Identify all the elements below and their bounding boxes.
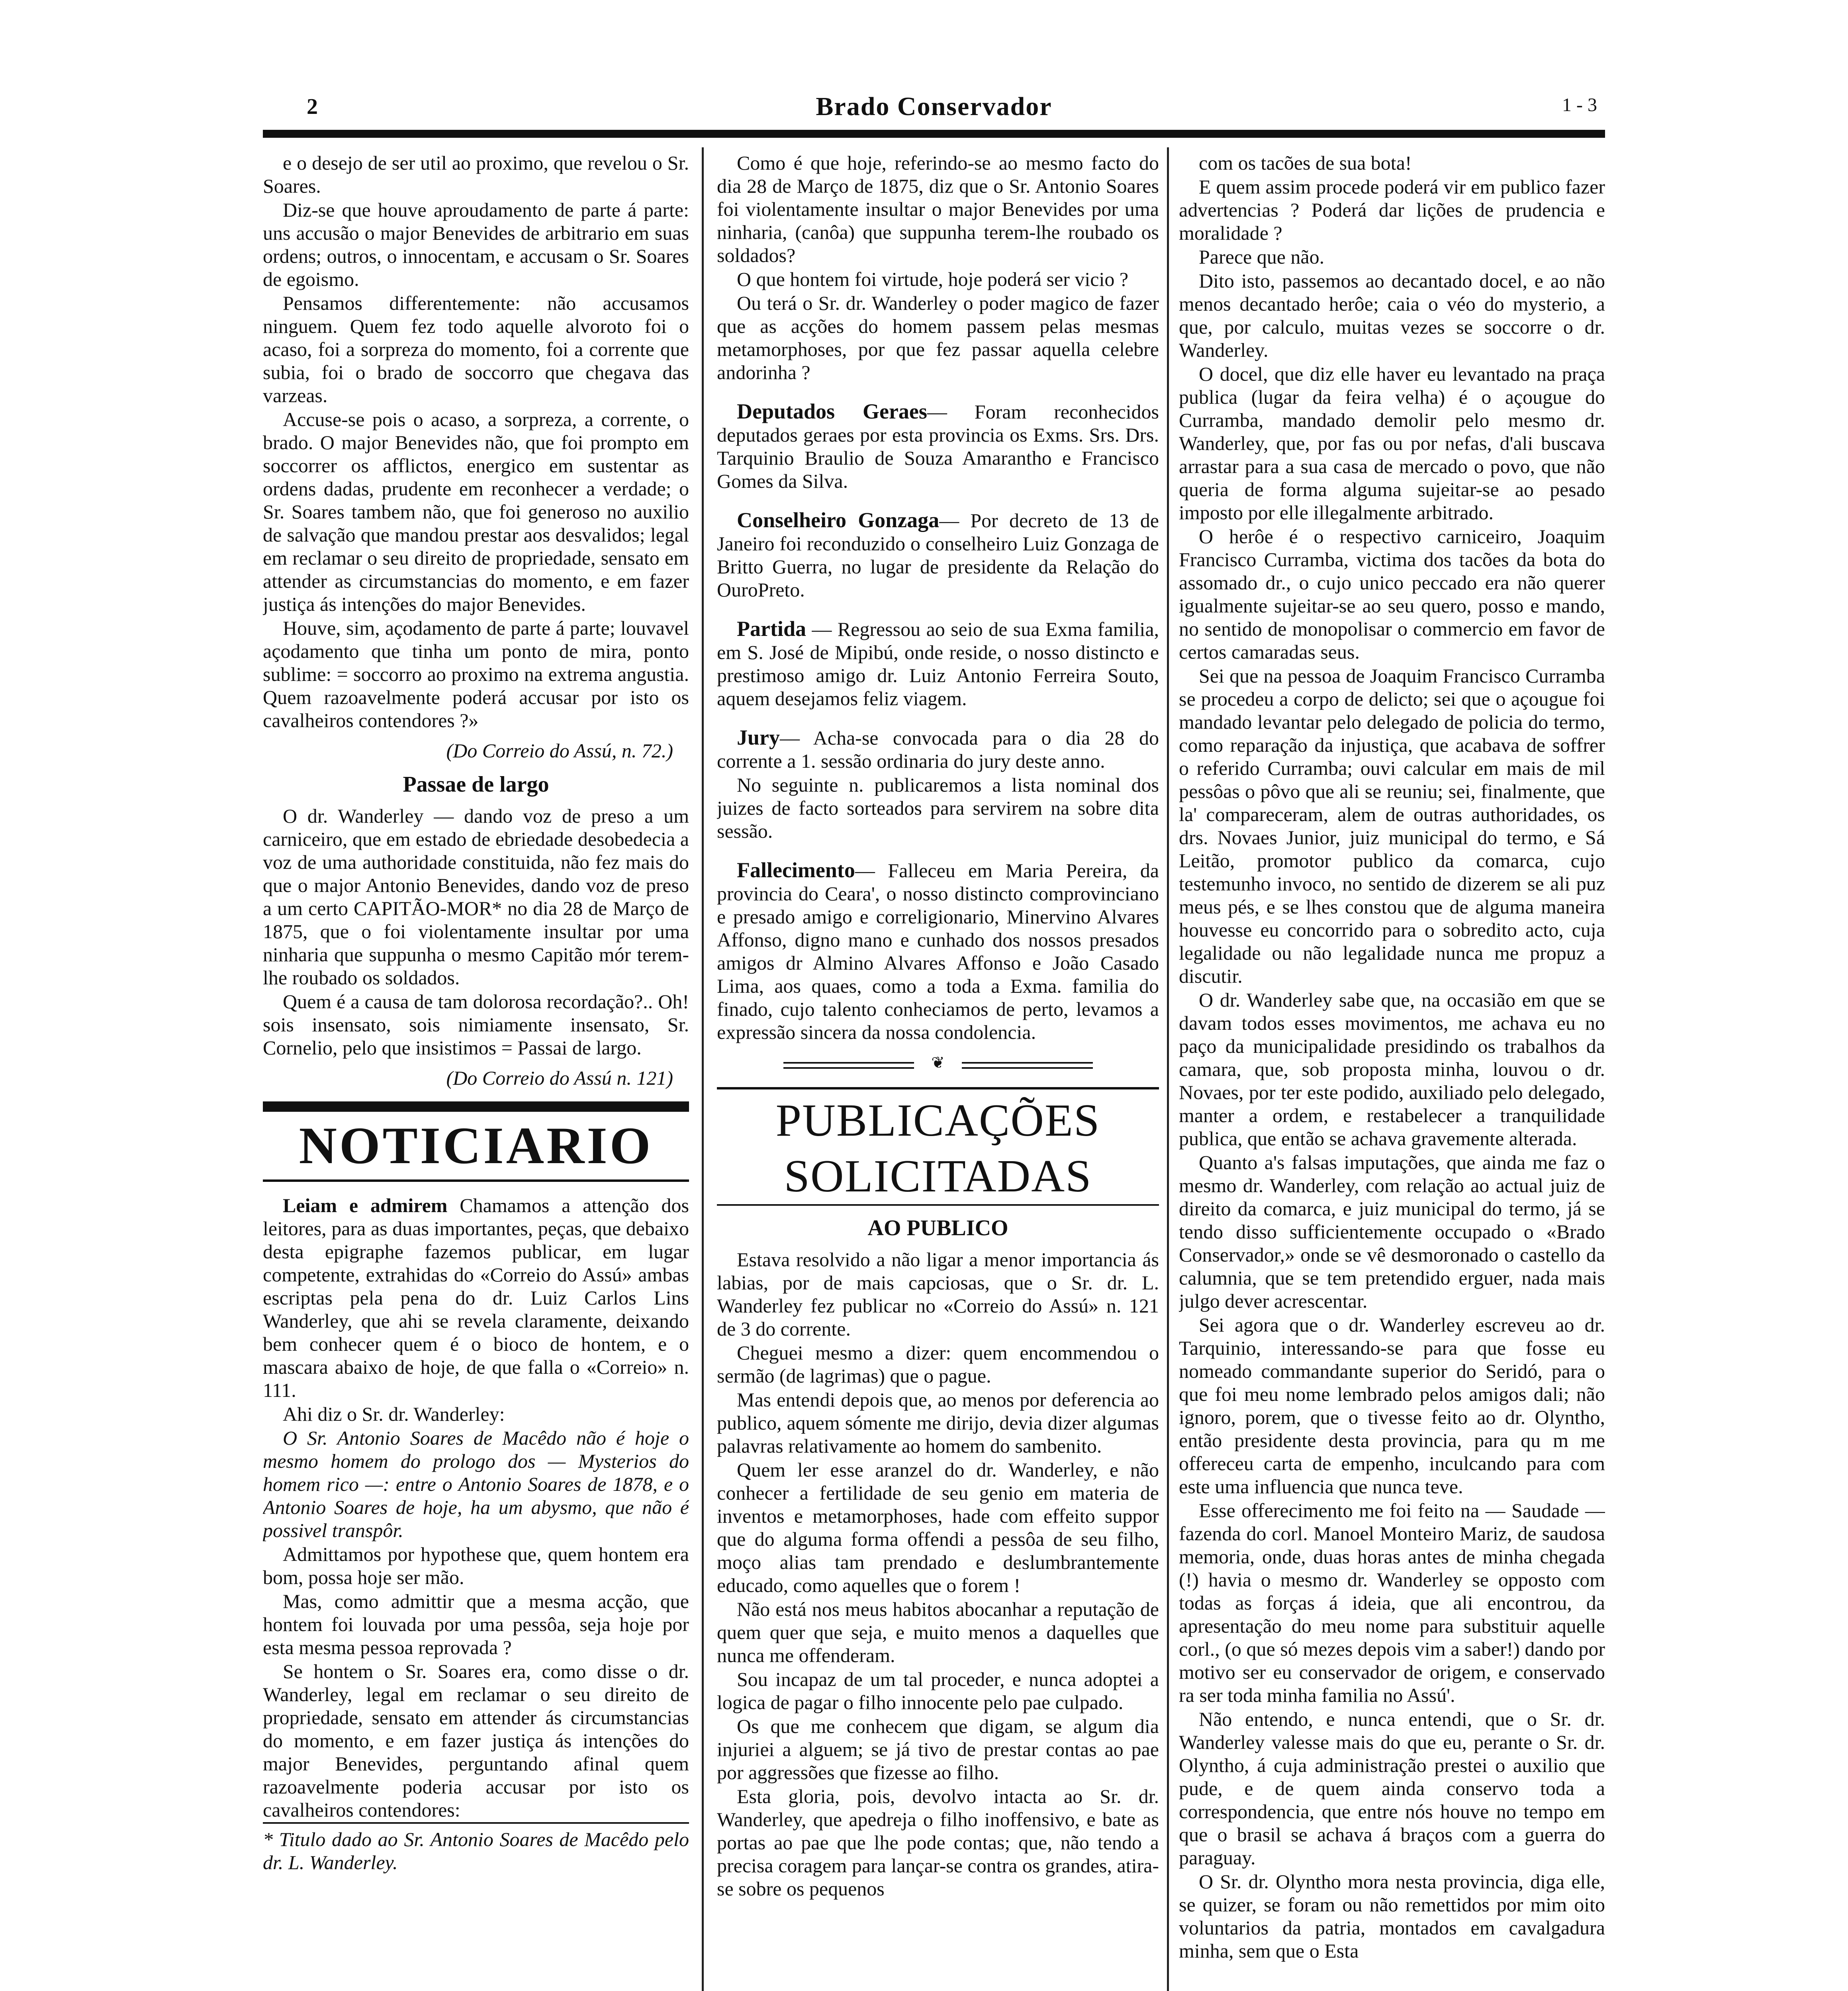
news-heading: Fallecimento — [737, 858, 855, 882]
paragraph: No seguinte n. publicaremos a lista nominal dos juizes de facto sorteados para servirem na sobre dita sessão. — [717, 774, 1159, 842]
column-rule — [702, 147, 704, 1991]
source-citation: (Do Correio do Assú, n. 72.) — [446, 739, 673, 762]
quoted-paragraph: O Sr. Antonio Soares de Macêdo não é hoje o mesmo homem do prologo dos — Mysterios do homem rico —: entre o Antonio Soares de 1878, e o Antonio Soares de hoje, ha um abysmo, que não é possivel transpôr. — [263, 1427, 689, 1541]
ornamental-separator: ❦ — [783, 1062, 1093, 1069]
paragraph: Pensamos differentemente: não accusamos ninguem. Quem fez todo aquelle alvoroto foi o acaso, foi a sorpreza do momento, foi a corrente que subia, foi o brado de soccorro que chegava das varzeas. — [263, 292, 689, 407]
column-1 — [263, 151, 689, 1991]
paragraph: Diz-se que houve aproudamento de parte á parte: uns accusão o major Benevides de arbitrario em suas ordens; outros, o innocentam, e accusam o Sr. Soares de egoismo. — [263, 199, 689, 290]
paragraph: O que hontem foi virtude, hoje poderá ser vicio ? — [737, 268, 1129, 290]
paragraph: O Sr. dr. Olyntho mora nesta provincia, diga elle, se quizer, se foram ou não remettidos por mim oito voluntarios da patria, montados em cavalgadura minha, sem que o Esta — [1179, 1870, 1605, 1962]
paragraph: Sei agora que o dr. Wanderley escreveu ao dr. Tarquinio, interessando-se para que fosse eu nomeado commandante superior do Seridó, para o que foi meu nome lembrado pelos amigos dali; não ignoro, porem, que o tivesse feito ao dr. Olyntho, então presidente desta provincia, para qu m me offereceu carta de empenho, inculcando para com este uma influencia que nunca teve. — [1179, 1314, 1605, 1498]
column-rule — [1167, 147, 1169, 1991]
paragraph: Chamamos a attenção dos leitores, para as duas importantes, peças, que debaixo desta epigraphe fazemos publicar, em lugar competente, extrahidas do «Correio do Assú» ambas escriptas pela pena do dr. Luiz Carlos Lins Wanderley, que ahi se revela claramente, deixando bem conhecer quem é o bioco de hontem, e o mascara abaixo de hoje, de que falla o «Correio» n. 111. — [263, 1194, 689, 1401]
paragraph: — Foram reconhecidos deputados geraes por esta provincia os Exms. Srs. Drs. Tarquinio Braulio de Souza Amarantho e Francisco Gomes da Silva. — [717, 401, 1159, 492]
paragraph: Estava resolvido a não ligar a menor importancia ás labias, por de mais capciosas, que o Sr. dr. L. Wanderley fez publicar no «Correio do Assú» n. 121 de 3 do corrente. — [717, 1248, 1159, 1340]
paragraph: Quem é a causa de tam dolorosa recordação?.. Oh! sois insensato, sois nimiamente insensato, Sr. Cornelio, pelo que insistimos = Passai de largo. — [263, 990, 689, 1059]
paragraph: — Por decreto de 13 de Janeiro foi reconduzido o conselheiro Luiz Gonzaga de Britto Guerra, no lugar de presidente da Relação do OuroPreto. — [717, 509, 1159, 601]
section-rule — [263, 1101, 689, 1112]
page-number: 2 — [307, 94, 318, 119]
publicacoes-heading: PUBLICAÇÕES SOLICITADAS — [717, 1087, 1159, 1206]
paragraph: Mas, como admittir que a mesma acção, que hontem foi louvada por uma pessôa, seja hoje por esta mesma pessoa reprovada ? — [263, 1590, 689, 1659]
column-3 — [1179, 151, 1605, 1991]
header-rule — [263, 130, 1605, 138]
page-mark: 1 - 3 — [1562, 94, 1597, 115]
footnote: * Titulo dado ao Sr. Antonio Soares de Macêdo pelo dr. L. Wanderley. — [263, 1822, 689, 1874]
paragraph: Ou terá o Sr. dr. Wanderley o poder magico de fazer que as acções do homem passem pelas mesmas metamorphoses, por que fez passar aquella celebre andorinha ? — [717, 292, 1159, 383]
paragraph: Sou incapaz de um tal proceder, e nunca adoptei a logica de pagar o filho innocente pelo pae culpado. — [717, 1668, 1159, 1713]
paragraph: E quem assim procede poderá vir em publico fazer advertencias ? Poderá dar lições de prudencia e moralidade ? — [1179, 176, 1605, 244]
news-heading: Conselheiro Gonzaga — [737, 508, 940, 532]
paragraph: Accuse-se pois o acaso, a sorpreza, a corrente, o brado. O major Benevides não, que foi prompto em soccorrer os afflictos, energico em sustentar as ordens dadas, prudente em reconhecer a verdade; o Sr. Soares tambem não, que foi generoso no auxilio de salvação que mandou prestar aos desvalidos; legal em reclamar o seu direito de propriedade, sensato em attender as circumstancias do momento, e em fazer justiça ás intenções do major Benevides. — [263, 408, 689, 615]
news-heading: Leiam e admirem — [283, 1194, 448, 1217]
paragraph: Quem ler esse aranzel do dr. Wanderley, e não conhecer a fertilidade de seu genio em materia de inventos e metamorphoses, hade com effeito suppor que do alguma forma offendi a pessôa de seu filho, moço alias tam prendado e deslumbrantemente educado, como aquelles que o forem ! — [717, 1459, 1159, 1596]
newspaper-title: Brado Conservador — [816, 92, 1052, 121]
news-heading: Deputados Geraes — [737, 399, 927, 423]
source-citation: (Do Correio do Assú n. 121) — [446, 1067, 673, 1089]
paragraph: Se hontem o Sr. Soares era, como disse o dr. Wanderley, legal em reclamar o seu direito de propriedade, sensato em attender ás circumstancias do momento, e em fazer justiça ás intenções do major Benevides, perguntando afinal quem razoavelmente poderia accusar por isto os cavalheiros contendores: — [263, 1660, 689, 1821]
paragraph: O dr. Wanderley — dando voz de preso a um carniceiro, que em estado de ebriedade desobedecia a voz de uma authoridade constituida, não fez mais do que o major Antonio Benevides, dando voz de preso a um certo CAPITÃO-MOR* no dia 28 de Março de 1875, que o foi violentamente insultar por uma ninharia que suppunha o mesmo Capitão mór terem-lhe roubado os soldados. — [263, 805, 689, 989]
paragraph: Ahi diz o Sr. dr. Wanderley: — [283, 1403, 505, 1425]
section-heading: AO PUBLICO — [867, 1216, 1008, 1240]
paragraph: Os que me conhecem que digam, se algum dia injuriei a alguem; se já tivo de prestar contas ao pae por aggressões que fizesse ao filho. — [717, 1715, 1159, 1784]
section-heading: Passae de largo — [403, 772, 549, 797]
news-heading: Partida — [737, 617, 806, 641]
paragraph: — Acha-se convocada para o dia 28 do corrente a 1. sessão ordinaria do jury deste anno. — [717, 727, 1159, 772]
paragraph: Admittamos por hypothese que, quem hontem era bom, possa hoje ser mão. — [263, 1543, 689, 1588]
paragraph: O herôe é o respectivo carniceiro, Joaquim Francisco Curramba, victima dos tacões da bota do assomado dr., o cujo unico peccado era não querer igualmente sujeitar-se ao seu quero, posso e mando, no sentido de monopolisar o commercio em favor de certos camaradas seus. — [1179, 525, 1605, 663]
column-2 — [717, 151, 1159, 1991]
paragraph: Houve, sim, açodamento de parte á parte; louvavel açodamento que tinha um ponto de mira, ponto sublime: = soccorro ao proximo na extrema angustia. Quem razoavelmente poderá accusar por isto os cavalheiros contendores ?» — [263, 617, 689, 731]
paragraph: O docel, que diz elle haver eu levantado na praça publica (lugar da feira velha) é o açougue do Curramba, mandado demolir pelo mesmo dr. Wanderley, que, por fas ou por nefas, d'ali buscava arrastar para a sua casa de mercado o povo, que não queria de forma alguma sujeitar-se ao pesado imposto por elle illegalmente arbitrado. — [1179, 363, 1605, 524]
news-heading: Jury — [737, 726, 780, 749]
paragraph: Não está nos meus habitos abocanhar a reputação de quem quer que seja, e muito menos a daquelles que nunca me offenderam. — [717, 1598, 1159, 1666]
noticiario-heading: NOTICIARIO — [263, 1112, 689, 1182]
paragraph: e o desejo de ser util ao proximo, que revelou o Sr. Soares. — [263, 152, 689, 197]
paragraph: Cheguei mesmo a dizer: quem encommendou o sermão (de lagrimas) que o pague. — [717, 1342, 1159, 1387]
page-header — [263, 94, 1605, 122]
paragraph: Quanto a's falsas imputações, que ainda me faz o mesmo dr. Wanderley, com relação ao actual juiz de direito da comarca, e juiz municipal do termo, já se tendo disso sufficientemente occupado o «Brado Conservador,» onde se vê desmoronado o castello da calumnia, que se tem pretendido erguer, nada mais julgo dever acrescentar. — [1179, 1151, 1605, 1312]
paragraph: Não entendo, e nunca entendi, que o Sr. dr. Wanderley valesse mais do que eu, perante o Sr. dr. Olyntho, á cuja administração prestei o auxilio que pude, e de quem ainda conservo toda a correspondencia, que entre nós houve no tempo em que o brasil se achava á braços com a guerra do paraguay. — [1179, 1708, 1605, 1869]
paragraph: Como é que hoje, referindo-se ao mesmo facto do dia 28 de Março de 1875, diz que o Sr. Antonio Soares foi violentamente insultar o major Benevides por uma ninharia, (canôa) que suppunha terem-lhe roubado os soldados? — [717, 152, 1159, 266]
paragraph: — Falleceu em Maria Pereira, da provincia do Ceara', o nosso distincto comprovinciano e presado amigo e correligionario, Minervino Alvares Affonso, digno mano e cunhado dos nossos presados amigos dr Almino Alvares Affonso e João Casado Lima, aos quaes, como a toda a Exma. familia do finado, cujo talento conheciamos de perto, levamos a expressão sincera da nossa condolencia. — [717, 859, 1159, 1043]
paragraph: — Regressou ao seio de sua Exma familia, em S. José de Mipibú, onde reside, o nosso distincto e prestimoso amigo dr. Luiz Antonio Ferreira Souto, aquem desejamos feliz viagem. — [717, 618, 1159, 710]
paragraph: com os tacões de sua bota! — [1199, 152, 1412, 174]
paragraph: O dr. Wanderley sabe que, na occasião em que se davam todos esses movimentos, me achava eu no paço da municipalidade presidindo os trabalhos da camara, que, sob proposta minha, louvou o dr. Novaes, por ter este podido, auxiliado pelo delegado, manter a ordem, e restabelecer a tranquilidade publica, que então se achava gravemente alterada. — [1179, 989, 1605, 1150]
paragraph: Esse offerecimento me foi feito na — Saudade — fazenda do corl. Manoel Monteiro Mariz, de saudosa memoria, onde, duas horas antes de minha chegada (!) havia o mesmo dr. Wanderley se opposto com todas as forças á ideia, que ali encontrou, da apresentação do meu nome para substituir aquelle corl., (o que só mezes depois vim a saber!) dando por motivo ser eu conservador de origem, e conservado ra ser toda minha familia no Assú'. — [1179, 1499, 1605, 1706]
paragraph: Mas entendi depois que, ao menos por deferencia ao publico, aquem sómente me dirijo, devia dizer algumas palavras relativamente ao homem do sambenito. — [717, 1389, 1159, 1457]
paragraph: Dito isto, passemos ao decantado docel, e ao não menos decantado herôe; caia o véo do mysterio, a que, por calculo, muitas vezes se soccorre o dr. Wanderley. — [1179, 270, 1605, 361]
paragraph: Parece que não. — [1199, 246, 1325, 268]
paragraph: Sei que na pessoa de Joaquim Francisco Curramba se procedeu a corpo de delicto; sei que o açougue foi mandado levantar pelo delegado de policia do termo, como reparação da injustiça, que acabava de soffrer o referido Curramba; ouvi calcular em mais de mil pessôas o pôvo que ali se reuniu; sei, finalmente, que la' compareceram, alem de outras authoridades, os drs. Novaes Junior, juiz municipal do termo, e Sá Leitão, promotor publico da comarca, cujo testemunho invoco, no sentido de dizerem se ali puz meus pés, e se lhes constou que de alguma maneira houvesse eu concorrido para o sobredito acto, cuja legalidade ou não legalidade nunca me propuz a discutir. — [1179, 665, 1605, 987]
paragraph: Esta gloria, pois, devolvo intacta ao Sr. dr. Wanderley, que apedreja o filho inoffensivo, e bate as portas ao pae que lhe pode contas; que, não tendo a precisa coragem para lançar-se contra os grandes, atira-se sobre os pequenos — [717, 1785, 1159, 1900]
